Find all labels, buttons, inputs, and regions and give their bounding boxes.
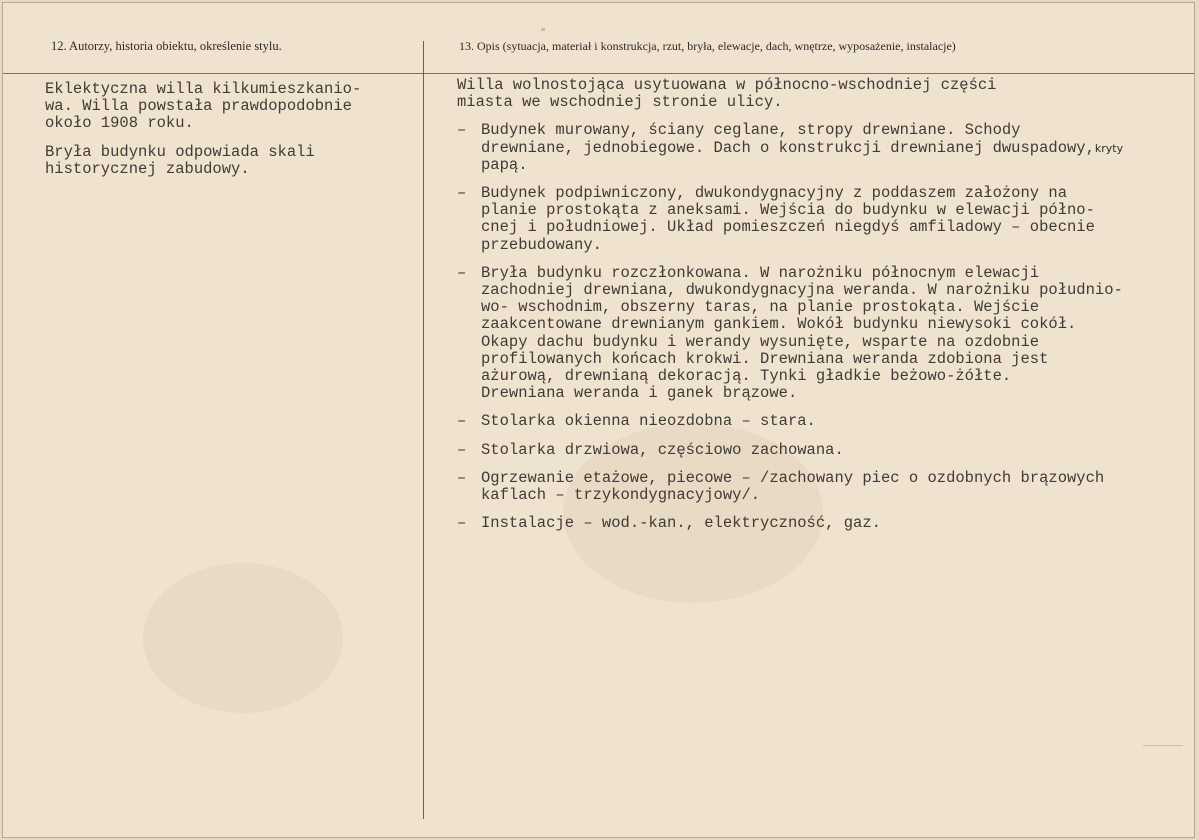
list-item xyxy=(457,122,1123,174)
dash-bullet: – xyxy=(457,263,467,282)
section-13-header: 13. Opis (sytuacja, materiał i konstrukcja, rzut, bryła, elewacje, dach, wnętrze, wyposażenie, instalacje) xyxy=(459,39,956,53)
location-intro: Willa wolnostojąca usytuowana w północno-wschodniej części miasta we wschodniej stronie ulicy. xyxy=(457,76,997,112)
layout-text: Budynek podpiwniczony, dwukondygnacyjny z poddaszem założony na planie prostokąta z aneksami. Wejścia do budynku w elewacji półno- cnej i południowej. Układ pomieszczeń niegdyś amfiladowy – obecnie przebudowany. xyxy=(481,184,1095,254)
dash-bullet: – xyxy=(457,440,467,459)
list-item xyxy=(457,413,1123,430)
column-divider xyxy=(423,41,424,819)
doors-text: Stolarka drzwiowa, częściowo zachowana. xyxy=(481,440,844,459)
section-13-body xyxy=(457,77,1123,543)
list-item xyxy=(457,515,1123,532)
style-paragraph: Eklektyczna willa kilkumieszkanio- wa. Willa powstała prawdopodobnie około 1908 roku. xyxy=(45,80,362,133)
section-13-description xyxy=(425,3,1194,837)
list-item xyxy=(457,265,1123,403)
list-item xyxy=(457,185,1123,254)
massing-text: Bryła budynku rozczłonkowana. W narożniku północnym elewacji zachodniej drewniana, dwukondygnacyjna weranda. W narożniku południo- wo- wschodnim, obszerny taras, na planie prostokąta. Wejście zaakcentowane drewnianym gankiem. Wokół budynku niewysoki cokół. Okapy dachu budynku i werandy wysunięte, wsparte na ozdobnie profilowanych końcach krokwi. Drewniana weranda zdobiona jest ażurową, drewnianą dekoracją. Tynki gładkie beżowo-żółte. Drewniana weranda i ganek brązowe. xyxy=(481,263,1123,403)
description-list xyxy=(457,122,1123,532)
list-item xyxy=(457,442,1123,459)
section-12-header: 12. Autorzy, historia obiektu, określenie stylu. xyxy=(51,39,282,53)
dash-bullet: – xyxy=(457,468,467,487)
list-item xyxy=(457,470,1123,504)
dash-bullet: – xyxy=(457,514,467,533)
heating-text: Ogrzewanie etażowe, piecowe – /zachowany piec o ozdobnych brązowych kaflach – trzykondygnacyjowy/. xyxy=(481,468,1105,505)
windows-text: Stolarka okienna nieozdobna – stara. xyxy=(481,412,816,431)
utilities-text: Instalacje – wod.-kan., elektryczność, gaz. xyxy=(481,514,881,533)
scale-paragraph: Bryła budynku odpowiada skali historycznej zabudowy. xyxy=(45,142,315,178)
construction-text-end: papą. xyxy=(481,155,528,174)
dash-bullet: – xyxy=(457,121,467,140)
dash-bullet: – xyxy=(457,184,467,203)
section-12-authors-history-style xyxy=(3,3,423,837)
handwritten-annotation: kryty xyxy=(1094,141,1124,155)
record-card-sheet xyxy=(2,2,1195,838)
construction-text: Budynek murowany, ściany ceglane, stropy drewniane. Schody drewniane, jednobiegowe. Dach o konstrukcji drewnianej dwuspadowy, xyxy=(481,121,1095,157)
dash-bullet: – xyxy=(457,412,467,431)
section-12-body xyxy=(45,81,361,189)
